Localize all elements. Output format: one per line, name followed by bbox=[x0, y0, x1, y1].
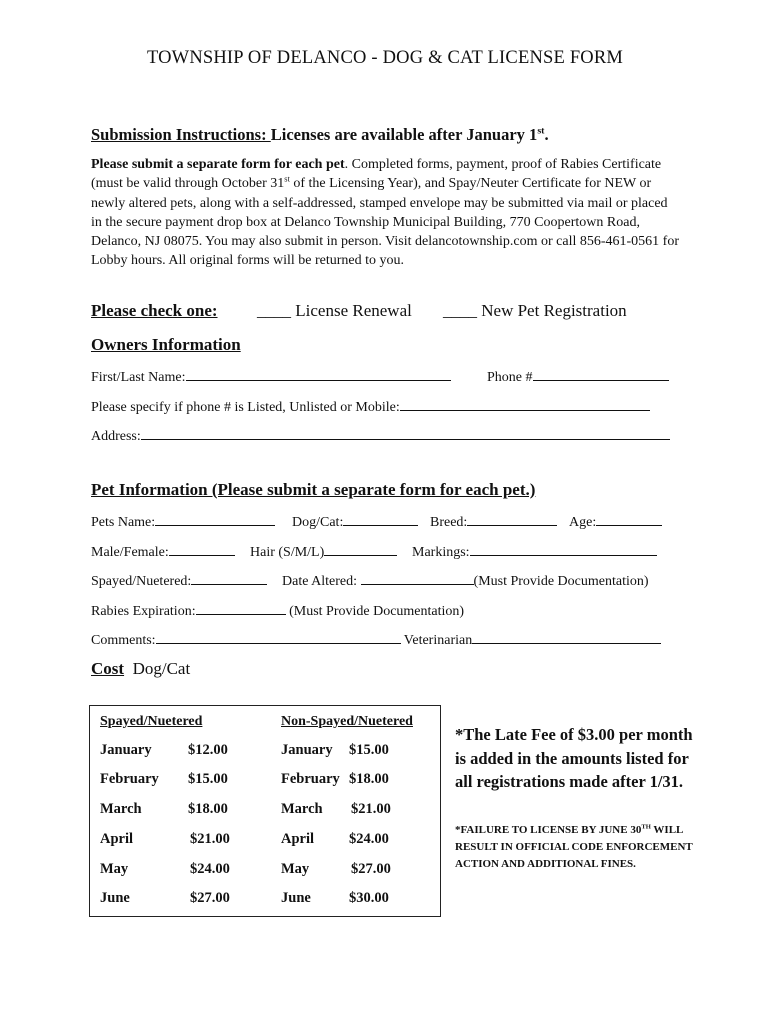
pet-row-4 bbox=[91, 601, 464, 619]
cost-month-non-spayed-4: April bbox=[281, 831, 315, 847]
markings-group bbox=[412, 542, 657, 561]
breed-group bbox=[430, 512, 557, 531]
cost-label: Cost bbox=[91, 659, 125, 678]
col-head-non-spayed: Non-Spayed/Nuetered bbox=[281, 714, 413, 729]
sex-field[interactable] bbox=[169, 542, 235, 556]
rabies-label: Rabies Expiration: bbox=[91, 604, 196, 619]
cost-non-spayed-price-6: $30.00 bbox=[349, 890, 389, 906]
breed-field[interactable] bbox=[467, 512, 557, 526]
owners-heading: Owners Information bbox=[91, 335, 241, 354]
check-one-row bbox=[91, 301, 691, 321]
dog-cat-field[interactable] bbox=[343, 512, 418, 526]
hair-field[interactable] bbox=[324, 542, 397, 556]
must-provide-documentation-2: (Must Provide Documentation) bbox=[285, 604, 465, 619]
instructions-heading-sup: st bbox=[537, 125, 545, 137]
cost-month-non-spayed-1: January bbox=[281, 742, 333, 758]
spayed-label: Spayed/Nuetered: bbox=[91, 574, 192, 589]
instructions-heading-text: Licenses are available after January 1 bbox=[270, 125, 538, 144]
license-renewal-option[interactable]: ____ License Renewal bbox=[257, 301, 412, 320]
cost-month-non-spayed-5: May bbox=[281, 861, 310, 877]
failure-warning bbox=[455, 822, 695, 873]
cost-table bbox=[89, 705, 441, 917]
instructions-bold-lead: Please submit a separate form for each pet bbox=[91, 157, 345, 172]
new-pet-registration-option[interactable]: ____ New Pet Registration bbox=[443, 301, 627, 320]
owner-phone-label: Phone # bbox=[487, 370, 533, 385]
instructions-heading-label: Submission Instructions: bbox=[91, 125, 271, 144]
cost-month-2: February bbox=[100, 771, 159, 787]
cost-spayed-price-4: $21.00 bbox=[190, 831, 230, 847]
rabies-field[interactable] bbox=[196, 601, 286, 615]
comments-field[interactable] bbox=[156, 630, 401, 644]
failure-warning-part-b: WILL RESULT IN OFFICIAL CODE ENFORCEMENT ACTION AND ADDITIONAL FINES. bbox=[455, 824, 693, 870]
instructions-heading bbox=[91, 125, 549, 145]
age-group bbox=[569, 512, 662, 531]
age-label: Age: bbox=[569, 515, 597, 530]
markings-label: Markings: bbox=[412, 545, 470, 560]
owner-name-field[interactable] bbox=[186, 367, 451, 381]
cost-heading bbox=[91, 659, 190, 679]
page-title: TOWNSHIP OF DELANCO - DOG & CAT LICENSE FORM bbox=[146, 48, 624, 68]
must-provide-documentation-1: (Must Provide Documentation) bbox=[473, 574, 649, 589]
cost-non-spayed-price-3: $21.00 bbox=[351, 801, 391, 817]
phone-type-row bbox=[91, 397, 650, 415]
owner-name-label: First/Last Name: bbox=[91, 370, 186, 385]
hair-label: Hair (S/M/L) bbox=[250, 545, 325, 560]
dog-cat-label: Dog/Cat: bbox=[292, 515, 344, 530]
cost-non-spayed-price-2: $18.00 bbox=[349, 771, 389, 787]
address-row bbox=[91, 426, 670, 444]
pet-row-2 bbox=[91, 542, 681, 560]
instructions-body-sup: st bbox=[284, 174, 290, 184]
owner-phone-group bbox=[487, 367, 669, 386]
owner-name-row bbox=[91, 367, 676, 385]
col-head-spayed: Spayed/Nuetered bbox=[100, 714, 203, 729]
cost-spayed-price-1: $12.00 bbox=[188, 742, 228, 758]
cost-spayed-price-2: $15.00 bbox=[188, 771, 228, 787]
cost-non-spayed-price-5: $27.00 bbox=[351, 861, 391, 877]
phone-type-field[interactable] bbox=[400, 397, 650, 411]
cost-subheading: Dog/Cat bbox=[132, 659, 191, 678]
cost-non-spayed-price-4: $24.00 bbox=[349, 831, 389, 847]
spayed-field[interactable] bbox=[191, 571, 267, 585]
veterinarian-field[interactable] bbox=[472, 630, 661, 644]
failure-warning-part-a: *FAILURE TO LICENSE BY JUNE 30 bbox=[455, 824, 642, 836]
cost-month-3: March bbox=[100, 801, 142, 817]
phone-type-label: Please specify if phone # is Listed, Unlisted or Mobile: bbox=[91, 400, 400, 415]
cost-month-5: May bbox=[100, 861, 129, 877]
cost-month-non-spayed-3: March bbox=[281, 801, 323, 817]
cost-month-non-spayed-2: February bbox=[281, 771, 340, 787]
instructions-heading-end: . bbox=[544, 125, 549, 144]
comments-label: Comments: bbox=[91, 633, 156, 648]
hair-group bbox=[250, 542, 397, 561]
pet-name-label: Pets Name: bbox=[91, 515, 156, 530]
cost-month-non-spayed-6: June bbox=[281, 890, 311, 906]
late-fee-notice: *The Late Fee of $3.00 per month is added in the amounts listed for all registrations made after 1/31. bbox=[455, 725, 693, 791]
pet-row-5 bbox=[91, 630, 661, 648]
sex-label: Male/Female: bbox=[91, 545, 169, 560]
cost-month-6: June bbox=[100, 890, 130, 906]
instructions-body bbox=[91, 155, 681, 271]
pet-info-heading: Pet Information (Please submit a separate form for each pet.) bbox=[91, 480, 536, 499]
pet-row-3 bbox=[91, 571, 681, 589]
veterinarian-label: Veterinarian bbox=[400, 633, 473, 648]
date-altered-label: Date Altered: bbox=[282, 574, 361, 589]
address-field[interactable] bbox=[141, 426, 670, 440]
cost-month-4: April bbox=[100, 831, 134, 847]
instructions-body-part-a: . Completed forms, payment, proof of Rabies Certificate (must be valid through October 31 bbox=[91, 157, 662, 192]
dog-cat-group bbox=[292, 512, 418, 531]
address-label: Address: bbox=[91, 429, 141, 444]
cost-non-spayed-price-1: $15.00 bbox=[349, 742, 389, 758]
date-altered-group bbox=[282, 571, 649, 590]
cost-month-1: January bbox=[100, 742, 152, 758]
owner-phone-field[interactable] bbox=[533, 367, 669, 381]
date-altered-field[interactable] bbox=[361, 571, 474, 585]
pet-row-1 bbox=[91, 512, 681, 530]
instructions-body-part-b: of the Licensing Year), and Spay/Neuter Certificate for NEW or newly altered pets, along with a self-addressed, stamped envelope may be submitted via mail or placed in the secure payment drop box at Delanco Township Municipal Building, 770 Coopertown Road, Delanco, NJ 08075. You may also submit in person. Visit delancotownship.com or call 856-461-0561 for Lobby hours. All original forms will be returned to you. bbox=[91, 176, 679, 269]
cost-spayed-price-3: $18.00 bbox=[188, 801, 228, 817]
check-one-label: Please check one: bbox=[91, 301, 218, 320]
cost-spayed-price-5: $24.00 bbox=[190, 861, 230, 877]
breed-label: Breed: bbox=[430, 515, 468, 530]
cost-spayed-price-6: $27.00 bbox=[190, 890, 230, 906]
age-field[interactable] bbox=[596, 512, 662, 526]
failure-warning-sup: TH bbox=[641, 823, 651, 831]
markings-field[interactable] bbox=[470, 542, 657, 556]
pet-name-field[interactable] bbox=[155, 512, 275, 526]
